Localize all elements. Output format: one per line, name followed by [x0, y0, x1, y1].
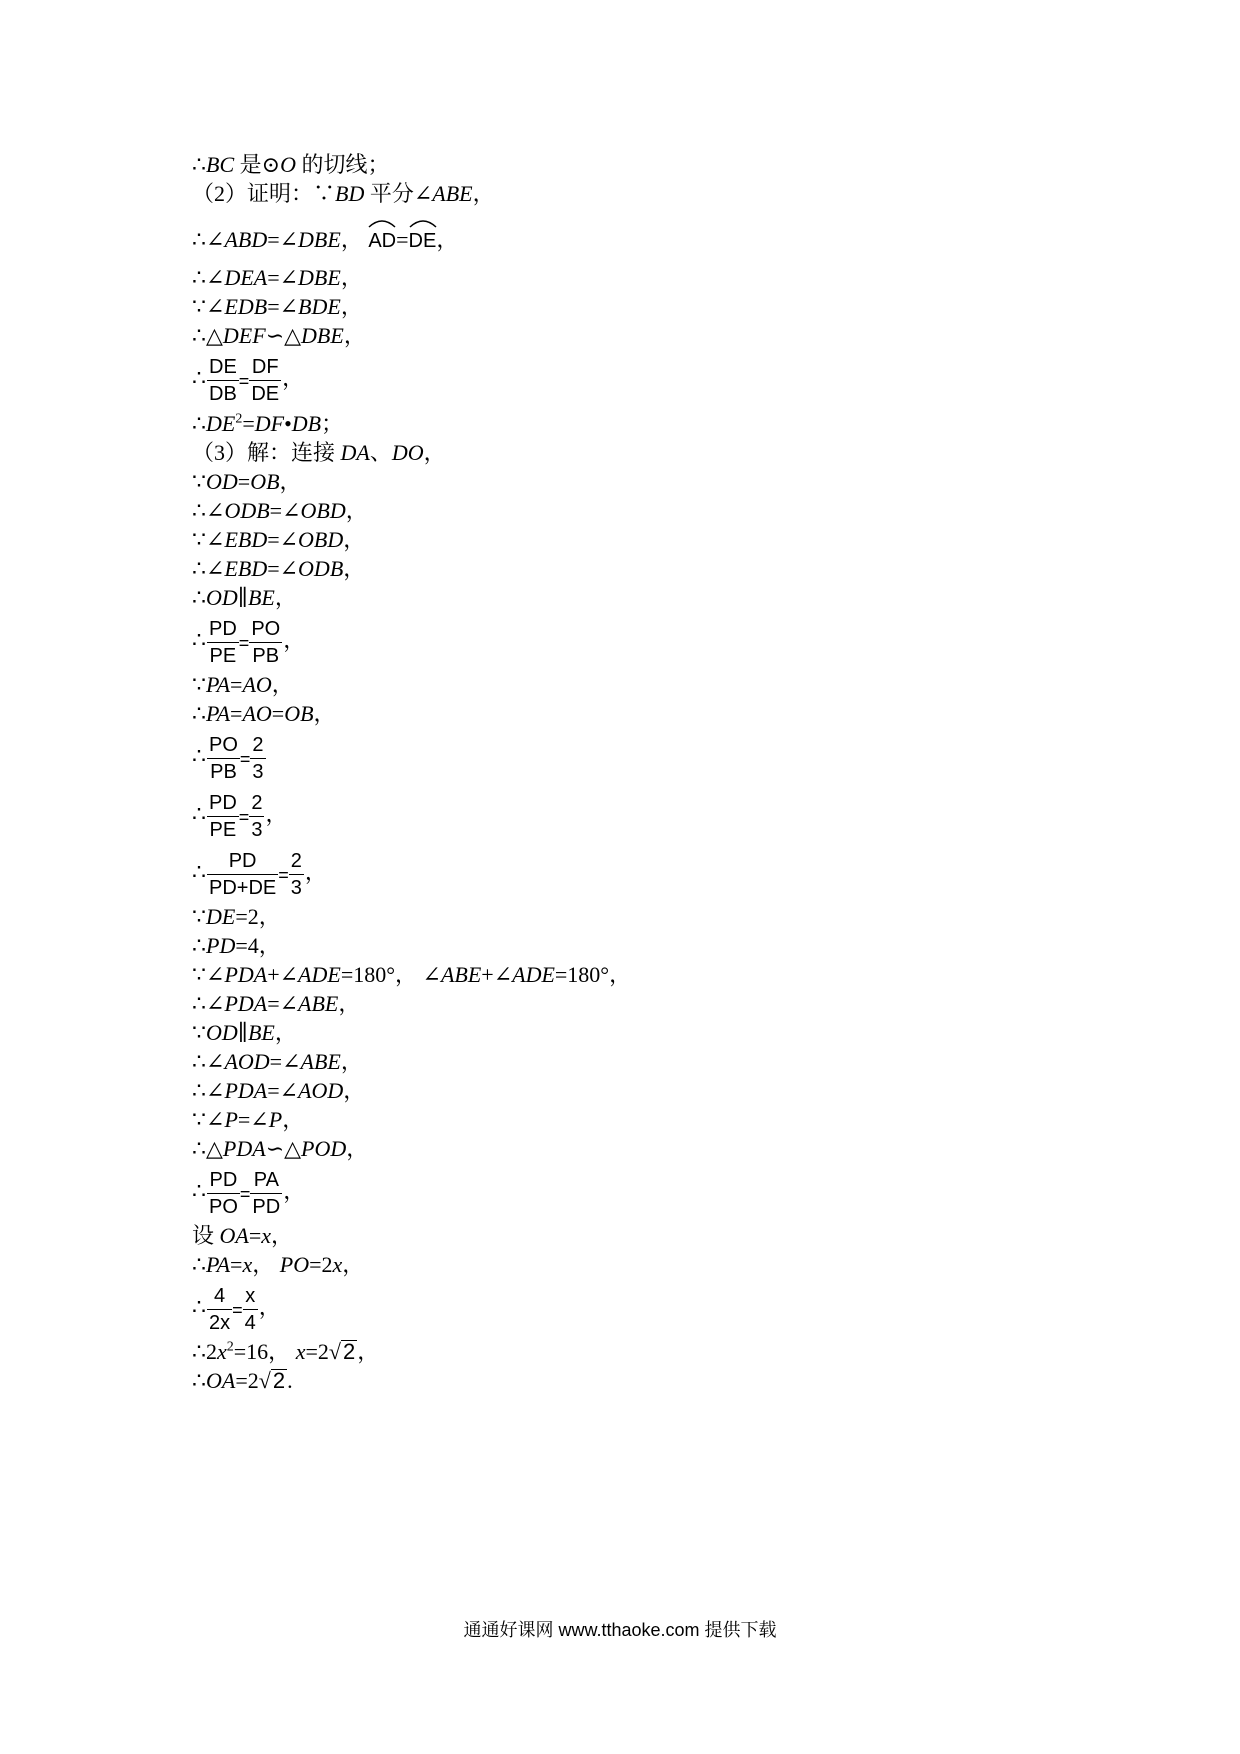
text: ∴: [192, 1252, 206, 1277]
text: ∵∠: [192, 294, 225, 319]
text: ODB: [224, 498, 270, 523]
line-14: [192, 585, 297, 611]
text: ，: [338, 991, 361, 1016]
text: ，: [282, 365, 305, 391]
text: x: [261, 1223, 272, 1248]
radicand: 2: [272, 1368, 286, 1393]
text: PA: [206, 701, 231, 726]
text: =∠: [269, 1049, 301, 1074]
text: ∴: [192, 1294, 206, 1320]
line-21: [192, 904, 281, 930]
text: =: [230, 701, 243, 726]
text: DBE: [301, 323, 344, 348]
numerator: 2: [249, 790, 264, 817]
line-35: [192, 1368, 293, 1394]
text: ，: [343, 556, 366, 581]
text: DB: [291, 411, 322, 436]
denominator: DE: [251, 383, 280, 405]
text: ，: [340, 1049, 363, 1074]
text: =∠: [267, 991, 299, 1016]
denominator: 2x: [209, 1312, 231, 1334]
line-23: [192, 962, 631, 988]
text: ，: [271, 1223, 294, 1248]
denominator: 4: [244, 1312, 256, 1334]
text: DE: [206, 411, 236, 436]
line-9: [192, 440, 446, 466]
text: AD: [368, 230, 397, 252]
fraction: [207, 616, 239, 669]
line-15: [192, 616, 305, 669]
text: =: [242, 411, 255, 436]
text: =180°，: [554, 962, 632, 987]
fraction: [207, 1283, 232, 1336]
numerator: PD: [207, 848, 278, 875]
arc-ad: [368, 224, 396, 254]
text: =2: [235, 1368, 259, 1393]
text: OD: [206, 469, 238, 494]
text: ∵: [192, 469, 206, 494]
text: ，: [271, 672, 294, 697]
text: ∵∠: [192, 1107, 225, 1132]
equals: =: [238, 632, 250, 653]
text: ABE: [300, 1049, 341, 1074]
text: ∴: [192, 1178, 206, 1204]
text: .: [287, 1368, 293, 1393]
text: DBE: [298, 265, 341, 290]
line-5: [192, 294, 363, 320]
text: ∴∠: [192, 265, 225, 290]
text: ∴: [192, 365, 206, 391]
equals: =: [239, 748, 251, 769]
line-2: [192, 181, 495, 207]
arc-icon: [409, 218, 437, 228]
fraction: [249, 616, 282, 669]
line-1: [192, 152, 389, 178]
line-12: [192, 527, 365, 553]
text: ∴∠: [192, 498, 225, 523]
text: 的切线；: [295, 152, 390, 177]
denominator: PD: [252, 1196, 281, 1218]
text: DA: [340, 440, 370, 465]
text: O: [280, 152, 296, 177]
text: ，: [283, 1178, 306, 1204]
text: =∠: [237, 1107, 269, 1132]
text: PDA: [222, 1136, 266, 1161]
fraction: [207, 790, 239, 843]
equals: =: [239, 1183, 251, 1204]
numerator: 2: [289, 848, 304, 875]
text: ∵: [192, 904, 206, 929]
text: x: [332, 1252, 343, 1277]
line-33: [192, 1283, 281, 1336]
text: ，: [343, 1078, 366, 1103]
numerator: PD: [207, 616, 239, 643]
text: ，: [343, 323, 366, 348]
text: AOD: [224, 1049, 270, 1074]
equals: =: [232, 1299, 243, 1320]
text: =2: [305, 1339, 329, 1364]
fraction: [207, 1167, 240, 1220]
text: OA: [206, 1368, 236, 1393]
superscript: 2: [235, 411, 243, 427]
text: ∴∠: [192, 556, 225, 581]
equals: =: [238, 370, 250, 391]
page-footer: 通通好课网 www.tthaoke.com 提供下载: [463, 1620, 777, 1640]
line-3: [192, 224, 458, 254]
text: ∴△: [192, 323, 223, 348]
text: ∴: [192, 1368, 206, 1393]
text: +∠: [267, 962, 299, 987]
text: =: [230, 672, 243, 697]
arc-de: [409, 224, 437, 254]
fraction: [249, 790, 264, 843]
text: ∥: [237, 585, 248, 610]
text: ∴: [192, 933, 206, 958]
text: ODB: [298, 556, 344, 581]
numerator: DF: [249, 354, 281, 381]
text: ∥: [237, 1020, 248, 1045]
text: PDA: [224, 962, 268, 987]
text: OBD: [298, 527, 344, 552]
text: ∴∠: [192, 1078, 225, 1103]
text: ，: [345, 498, 368, 523]
denominator: 3: [251, 819, 263, 841]
radicand: 2: [342, 1339, 356, 1364]
text: •: [284, 411, 292, 436]
line-28: [192, 1107, 304, 1133]
text: ，: [283, 627, 306, 653]
text: =2，: [235, 904, 281, 929]
text: x: [217, 1339, 227, 1364]
text: 、: [369, 440, 392, 465]
text: ，: [279, 469, 302, 494]
text: PA: [206, 1252, 231, 1277]
fraction: [207, 354, 239, 407]
text: ∴∠: [192, 991, 225, 1016]
line-25: [192, 1020, 297, 1046]
text: ∴∠: [192, 227, 225, 252]
text: 设: [192, 1223, 220, 1248]
text: ，: [357, 1339, 380, 1364]
text: DO: [391, 440, 424, 465]
text: ABE: [432, 181, 473, 206]
text: DE: [408, 230, 437, 252]
equals: =: [238, 806, 250, 827]
text: DEF: [222, 323, 266, 348]
text: ，: [436, 227, 459, 252]
text: ABD: [224, 227, 268, 252]
denominator: PE: [209, 645, 237, 667]
text: x: [242, 1252, 253, 1277]
text: 平分∠: [364, 181, 433, 206]
text: POD: [301, 1136, 347, 1161]
text: ∽△: [265, 323, 302, 348]
numerator: PO: [207, 732, 240, 759]
text: =180°， ∠: [340, 962, 441, 987]
text: ∴: [192, 627, 206, 653]
numerator: 2: [250, 732, 265, 759]
denominator: 3: [290, 877, 302, 899]
text: ，: [346, 1136, 369, 1161]
text: x: [295, 1339, 306, 1364]
text: BDE: [298, 294, 341, 319]
line-34: [192, 1339, 379, 1365]
text: ∴: [192, 859, 206, 885]
text: =∠: [267, 527, 299, 552]
text: BE: [247, 1020, 275, 1045]
numerator: 4: [207, 1283, 232, 1310]
text: ∵∠: [192, 527, 225, 552]
line-7: [192, 354, 304, 407]
text: ∴2: [192, 1339, 217, 1364]
line-19: [192, 790, 287, 843]
text: ，: [282, 1107, 305, 1132]
line-27: [192, 1078, 365, 1104]
numerator: PD: [207, 790, 239, 817]
text: （2）证明：∵: [192, 181, 336, 206]
text: ∴: [192, 585, 206, 610]
fraction: [207, 732, 240, 785]
text: ∵∠: [192, 962, 225, 987]
line-8: [192, 411, 343, 437]
line-4: [192, 265, 363, 291]
text: BC: [206, 152, 235, 177]
text: AO: [242, 701, 272, 726]
text: ，: [340, 294, 363, 319]
denominator: DB: [209, 383, 237, 405]
text: ，: [265, 801, 288, 827]
line-22: [192, 933, 281, 959]
sqrt-icon: √: [328, 1339, 341, 1364]
text: OB: [250, 469, 280, 494]
text: ，: [313, 701, 336, 726]
line-17: [192, 701, 336, 727]
fraction: [289, 848, 304, 901]
text: DE: [206, 904, 236, 929]
denominator: PO: [209, 1196, 238, 1218]
text: =2: [309, 1252, 333, 1277]
text: PDA: [224, 991, 268, 1016]
text: ∵: [192, 1020, 206, 1045]
text: ，: [340, 227, 363, 252]
line-26: [192, 1049, 363, 1075]
text: OD: [206, 1020, 238, 1045]
text: =16，: [233, 1339, 296, 1364]
text: ∴: [192, 152, 206, 177]
text: BD: [335, 181, 365, 206]
text: ，: [472, 181, 495, 206]
text: ADE: [298, 962, 341, 987]
text: ADE: [512, 962, 555, 987]
line-11: [192, 498, 368, 524]
text: DEA: [224, 265, 268, 290]
text: ABE: [440, 962, 482, 987]
line-18: [192, 732, 267, 785]
line-29: [192, 1136, 368, 1162]
text: PA: [206, 672, 231, 697]
text: ，: [258, 1294, 281, 1320]
line-6: [192, 323, 366, 349]
text: DBE: [298, 227, 341, 252]
text: AOD: [298, 1078, 344, 1103]
fraction: [250, 1167, 282, 1220]
text: ，: [340, 265, 363, 290]
text: EDB: [224, 294, 268, 319]
text: ，: [252, 1252, 280, 1277]
numerator: x: [243, 1283, 258, 1310]
text: ABE: [298, 991, 339, 1016]
text: AO: [242, 672, 272, 697]
text: =∠: [269, 498, 301, 523]
text: （3）解：连接: [192, 440, 341, 465]
text: P: [224, 1107, 238, 1132]
text: ∴: [192, 743, 206, 769]
text: =∠: [267, 294, 299, 319]
text: ，: [342, 1252, 365, 1277]
denominator: PB: [210, 761, 237, 783]
text: PDA: [224, 1078, 268, 1103]
line-24: [192, 991, 360, 1017]
text: ∴△: [192, 1136, 223, 1161]
text: ，: [274, 585, 297, 610]
text: OBD: [300, 498, 346, 523]
text: PD: [206, 933, 236, 958]
text: +∠: [481, 962, 513, 987]
text: =: [237, 469, 251, 494]
text: EBD: [224, 527, 268, 552]
text: =∠: [267, 265, 299, 290]
text: =: [230, 1252, 243, 1277]
line-10: [192, 469, 302, 495]
text: P: [268, 1107, 283, 1132]
text: EBD: [224, 556, 268, 581]
fraction: [207, 848, 278, 901]
text: =∠: [267, 227, 299, 252]
fraction: [243, 1283, 258, 1336]
numerator: PA: [250, 1167, 282, 1194]
line-13: [192, 556, 365, 582]
line-20: [192, 848, 327, 901]
text: =: [271, 701, 285, 726]
denominator: PE: [209, 819, 237, 841]
numerator: DE: [207, 354, 239, 381]
text: =: [248, 1223, 262, 1248]
text: ，: [343, 527, 366, 552]
text: PO: [279, 1252, 310, 1277]
text: ∴: [192, 411, 206, 436]
text: ，: [423, 440, 446, 465]
text: ∴: [192, 801, 206, 827]
text: =4，: [235, 933, 281, 958]
line-32: [192, 1252, 364, 1278]
text: OA: [219, 1223, 249, 1248]
text: 是⊙: [234, 152, 281, 177]
text: OD: [206, 585, 238, 610]
text: ∽△: [265, 1136, 302, 1161]
arc-icon: [368, 218, 396, 228]
denominator: PD+DE: [209, 877, 277, 899]
numerator: PO: [249, 616, 282, 643]
text: =∠: [267, 556, 299, 581]
numerator: PD: [207, 1167, 240, 1194]
text: ∴∠: [192, 1049, 225, 1074]
text: ∵: [192, 672, 206, 697]
text: =∠: [267, 1078, 299, 1103]
line-31: [192, 1223, 293, 1249]
text: OB: [284, 701, 314, 726]
text: =: [396, 227, 409, 252]
line-30: [192, 1167, 305, 1220]
text: BE: [247, 585, 275, 610]
text: ，: [274, 1020, 297, 1045]
superscript: 2: [226, 1339, 234, 1355]
text: ，: [304, 859, 327, 885]
denominator: 3: [252, 761, 264, 783]
denominator: PB: [252, 645, 280, 667]
text: ；: [321, 411, 344, 436]
line-16: [192, 672, 294, 698]
equals: =: [278, 864, 289, 885]
text: ∴: [192, 701, 206, 726]
fraction: [249, 354, 281, 407]
text: DF: [254, 411, 285, 436]
fraction: [250, 732, 265, 785]
sqrt-icon: √: [258, 1368, 271, 1393]
